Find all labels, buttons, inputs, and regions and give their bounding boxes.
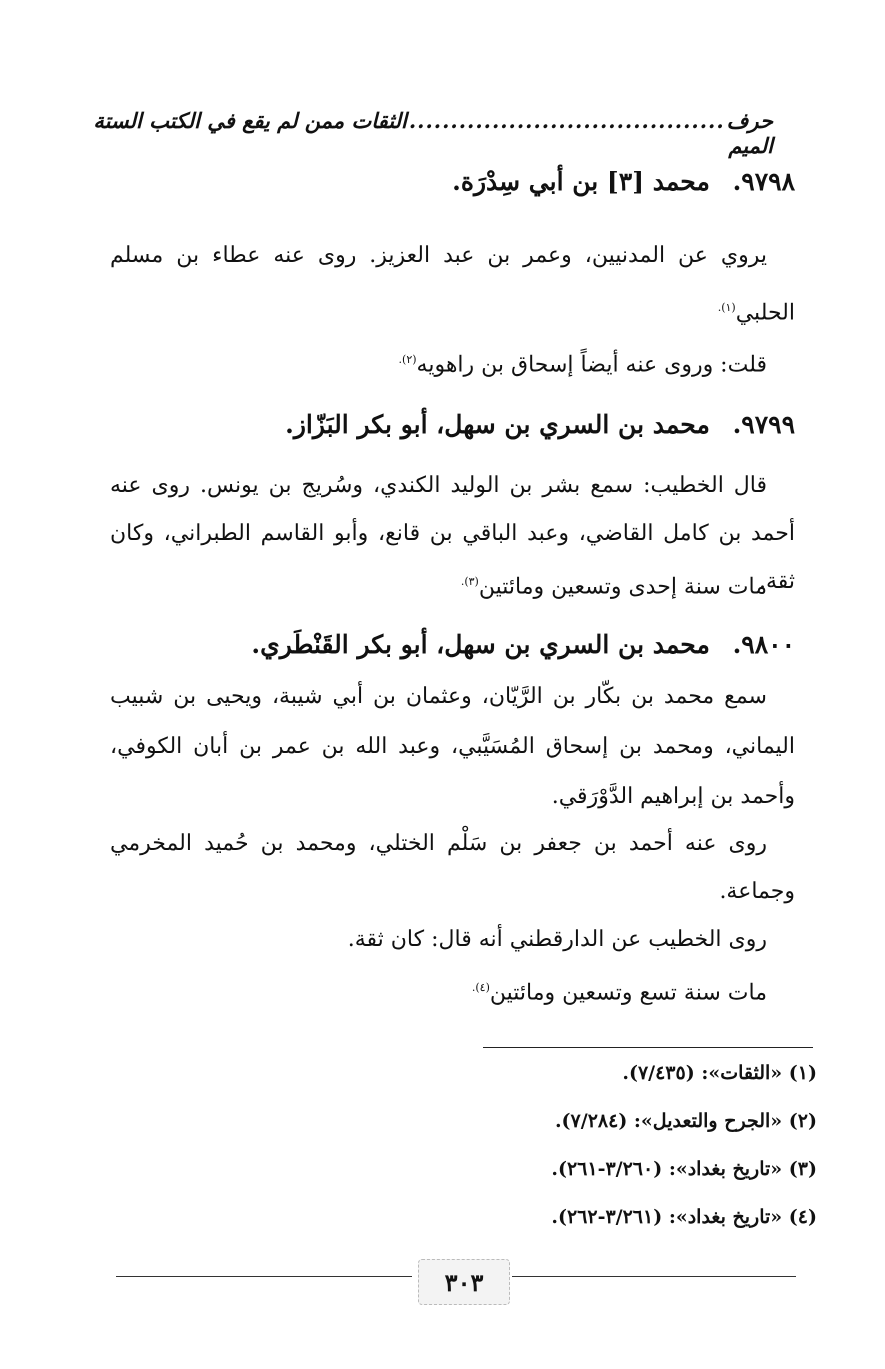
footnote-3: (٣) «تاريخ بغداد»: (٣/٢٦٠-٢٦١). <box>551 1158 817 1180</box>
header-dots: ...................................... <box>408 108 725 133</box>
paragraph <box>110 340 795 385</box>
entry-9798-note <box>110 340 795 385</box>
entry-9800-body <box>110 672 795 822</box>
entry-name: محمد بن السري بن سهل، أبو بكر البَزّاز. <box>285 410 710 439</box>
entry-name: محمد [٣] بن أبي سِدْرَة. <box>452 167 710 196</box>
footnote-ref: (٣). <box>460 575 479 588</box>
footnote-ref: (٢). <box>398 353 417 366</box>
bottom-rule-left <box>116 1276 412 1277</box>
footnote-2: (٢) «الجرح والتعديل»: (٧/٢٨٤). <box>554 1110 817 1132</box>
footnote-separator <box>483 1047 813 1048</box>
footnote-4: (٤) «تاريخ بغداد»: (٣/٢٦١-٢٦٢). <box>551 1206 817 1228</box>
header-book-title: الثقات ممن لم يقع في الكتب الستة <box>93 108 407 133</box>
entry-name: محمد بن السري بن سهل، أبو بكر القَنْطَري. <box>251 630 710 659</box>
paragraph-text: قلت: وروى عنه أيضاً إسحاق بن راهويه <box>416 352 767 378</box>
running-header <box>93 108 773 158</box>
entry-9798-title <box>110 162 795 202</box>
entry-9800-grading <box>110 920 795 960</box>
paragraph: روى الخطيب عن الدارقطني أنه قال: كان ثقة. <box>347 927 767 952</box>
entry-9799-title <box>110 405 795 445</box>
entry-9799-death <box>110 562 795 607</box>
entry-9798-body <box>110 230 795 339</box>
footnote-1: (١) «الثقات»: (٧/٤٣٥). <box>622 1062 817 1084</box>
paragraph: سمع محمد بن بكّار بن الرَّيّان، وعثمان بن أبي شيبة، ويحيى بن شبيب اليماني، ومحمد بن إسحاق المُسَيَّبي، وعبد الله بن عمر بن أبان الكوفي، وأحمد بن إبراهيم الدَّوْرَقي. <box>110 684 795 809</box>
footnote-ref: (٤). <box>471 981 490 994</box>
header-chapter: حرف الميم <box>726 108 773 158</box>
entry-number: ٩٨٠٠. <box>732 630 795 659</box>
paragraph <box>110 968 795 1013</box>
entry-number: ٩٧٩٩. <box>732 410 795 439</box>
paragraph <box>110 562 795 607</box>
bottom-rule-right <box>512 1276 796 1277</box>
paragraph: قال الخطيب: سمع بشر بن الوليد الكندي، وسُريج بن يونس. روى عنه أحمد بن كامل القاضي، وعبد الباقي بن قانع، وأبو القاسم الطبراني، وكان ثقة. <box>110 473 795 594</box>
entry-9800-death <box>110 968 795 1013</box>
entry-number: ٩٧٩٨. <box>732 167 795 196</box>
paragraph-text: مات سنة تسع وتسعين ومائتين <box>489 980 767 1006</box>
footnote-ref: (١). <box>717 301 736 314</box>
paragraph: روى عنه أحمد بن جعفر بن سَلْم الختلي، ومحمد بن حُميد المخرمي وجماعة. <box>110 831 795 904</box>
entry-9800-narrators <box>110 820 795 916</box>
entry-9800-title <box>110 625 795 665</box>
page-number: ٣٠٣ <box>418 1259 510 1305</box>
paragraph <box>110 230 795 339</box>
paragraph-text: مات سنة إحدى وتسعين ومائتين <box>478 574 767 600</box>
paragraph-text: يروي عن المدنيين، وعمر بن عبد العزيز. روى عنه عطاء بن مسلم الحلبي <box>110 243 795 326</box>
